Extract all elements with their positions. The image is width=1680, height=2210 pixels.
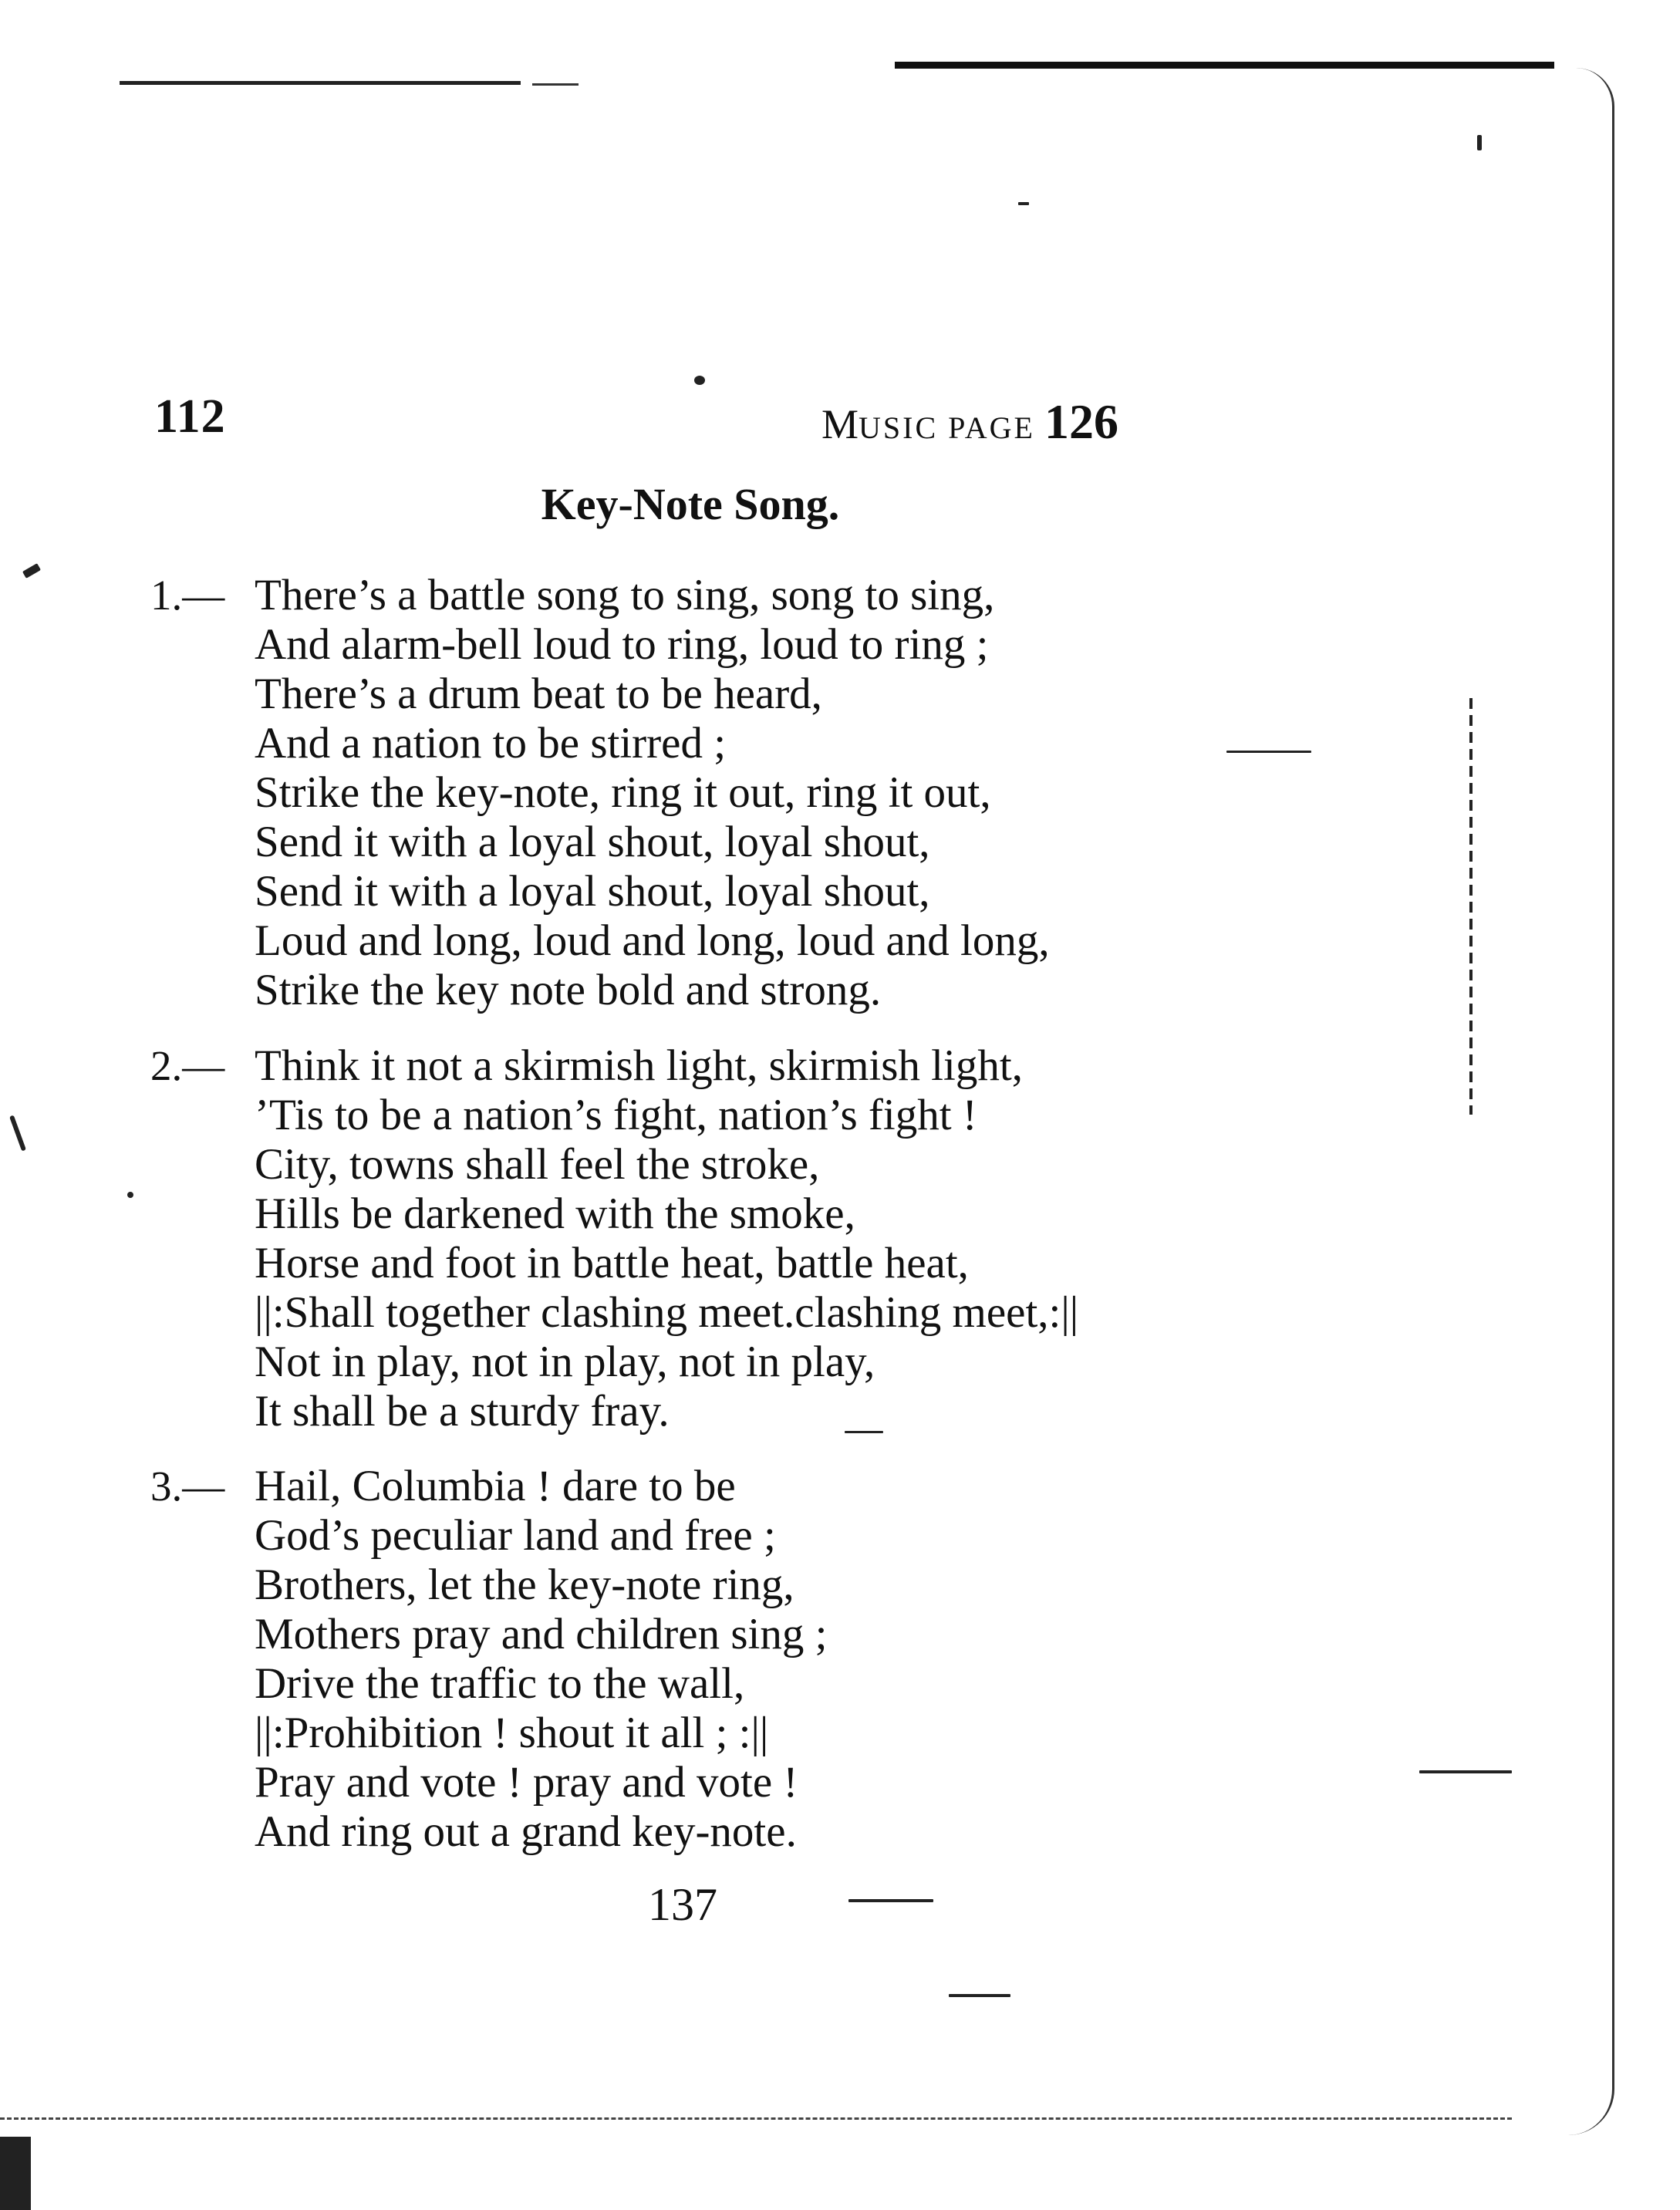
verse-line: Strike the key-note, ring it out, ring it out, xyxy=(255,768,991,817)
scan-speck xyxy=(9,1115,26,1151)
verse-number: 1.— xyxy=(150,572,225,619)
page-number: 112 xyxy=(154,390,226,443)
scan-speck xyxy=(949,1994,1010,1997)
scan-rule-top-right xyxy=(895,62,1554,69)
music-page-reference xyxy=(821,393,1118,450)
verse-line: Brothers, let the key-note ring, xyxy=(255,1560,794,1609)
verse-line: Loud and long, loud and long, loud and long, xyxy=(255,916,1050,965)
verse-line: Send it with a loyal shout, loyal shout, xyxy=(255,867,930,916)
verse-line: Horse and foot in battle heat, battle heat, xyxy=(255,1239,969,1287)
verse-line: Not in play, not in play, not in play, xyxy=(255,1338,875,1386)
scan-speck xyxy=(1419,1770,1512,1773)
scan-rule-top-dash xyxy=(532,83,579,86)
scan-rule-bottom xyxy=(0,2117,1512,2120)
verse-line: Pray and vote ! pray and vote ! xyxy=(255,1758,798,1807)
scan-vertical-mark xyxy=(1469,698,1473,1115)
verse-line: City, towns shall feel the stroke, xyxy=(255,1140,820,1189)
verse-line: It shall be a sturdy fray. xyxy=(255,1387,670,1436)
scan-page-edge xyxy=(1566,68,1614,2135)
verse-line: And a nation to be stirred ; xyxy=(255,719,727,768)
scan-corner-mark xyxy=(0,2137,31,2210)
scan-rule-top-left xyxy=(120,81,521,85)
verse-line: And alarm-bell loud to ring, loud to ring ; xyxy=(255,620,989,669)
verse-line: ||:Prohibition ! shout it all ; :|| xyxy=(255,1709,769,1757)
verse-line: Hail, Columbia ! dare to be xyxy=(255,1462,736,1510)
verse-lines xyxy=(255,571,1050,1015)
verse-line: ||:Shall together clashing meet.clashing meet,:|| xyxy=(255,1288,1079,1337)
verse-number: 2.— xyxy=(150,1042,225,1089)
verse-line: Mothers pray and children sing ; xyxy=(255,1610,828,1658)
music-page-label: USIC PAGE xyxy=(859,410,1035,445)
scan-speck xyxy=(127,1192,133,1198)
verse-line: ’Tis to be a nation’s fight, nation’s fight ! xyxy=(255,1091,977,1139)
scan-speck xyxy=(694,376,705,385)
scan-speck xyxy=(1226,751,1311,753)
song-title: Key-Note Song. xyxy=(541,479,840,529)
verse-line: God’s peculiar land and free ; xyxy=(255,1511,776,1560)
verse-lines xyxy=(255,1462,827,1857)
verse-line: Think it not a skirmish light, skirmish light, xyxy=(255,1041,1023,1090)
scan-speck xyxy=(1018,202,1029,205)
scan-speck xyxy=(848,1899,933,1902)
music-page-number: 126 xyxy=(1044,394,1118,449)
verse-line: There’s a drum beat to be heard, xyxy=(255,670,822,718)
verse-line: Drive the traffic to the wall, xyxy=(255,1659,745,1708)
scan-speck xyxy=(22,563,41,579)
footer-page-number: 137 xyxy=(648,1879,717,1930)
verse-lines xyxy=(255,1041,1078,1436)
verse-line: Hills be darkened with the smoke, xyxy=(255,1189,855,1238)
scan-speck xyxy=(1477,135,1482,150)
music-page-label-initial: M xyxy=(821,401,859,447)
verse-line: There’s a battle song to sing, song to sing, xyxy=(255,571,995,619)
verse-line: Strike the key note bold and strong. xyxy=(255,966,882,1014)
verse-line: And ring out a grand key-note. xyxy=(255,1807,797,1856)
verse-line: Send it with a loyal shout, loyal shout, xyxy=(255,818,930,866)
verse-number: 3.— xyxy=(150,1463,225,1510)
